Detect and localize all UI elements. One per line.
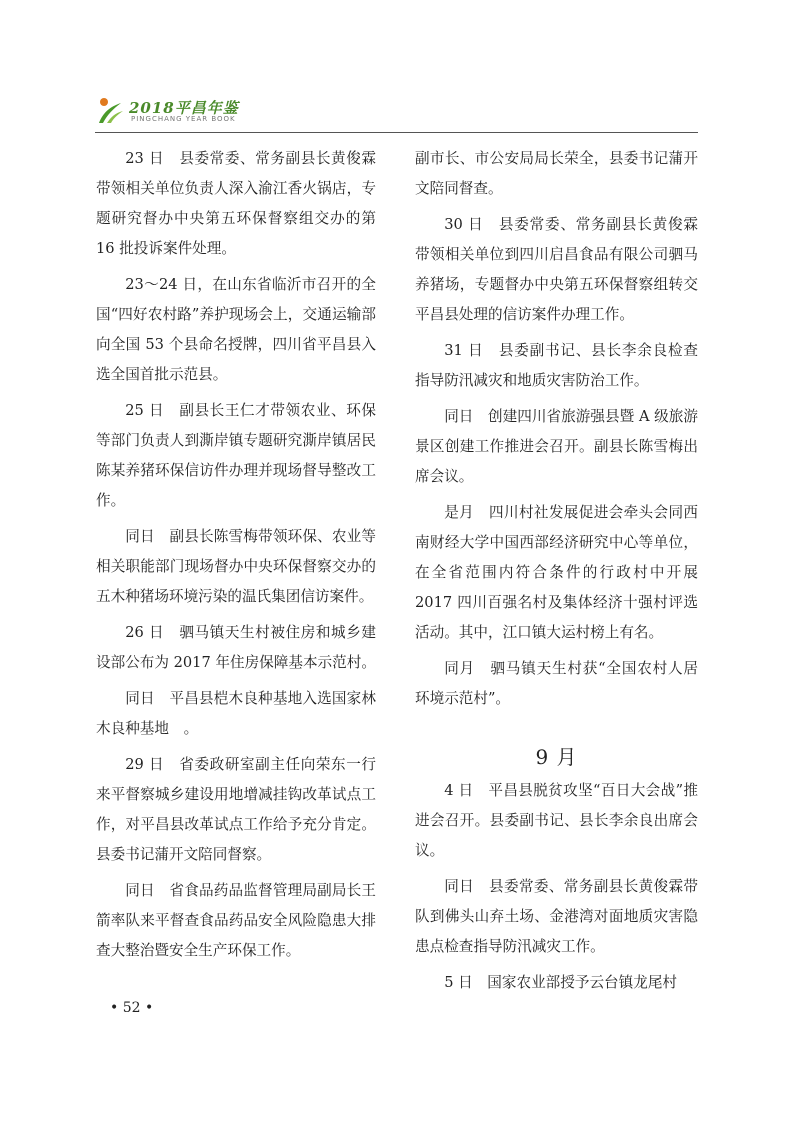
- yearbook-logo-icon: [95, 93, 125, 127]
- yearbook-subtitle: PINGCHANG YEAR BOOK: [131, 115, 236, 123]
- entry-paragraph: 30 日 县委常委、常务副县长黄俊霖带领相关单位到四川启昌食品有限公司驷马养猪场，专题督办中央第五环保督察组转交平昌县处理的信访案件办理工作。: [415, 216, 698, 323]
- header-divider: [95, 132, 698, 133]
- entry-paragraph-continued: 副市长、市公安局局长荣全，县委书记蒲开文陪同督查。: [415, 150, 698, 197]
- right-column: [415, 144, 698, 1004]
- entry-paragraph: 同日 副县长陈雪梅带领环保、农业等相关职能部门现场督办中央环保督察交办的五木种猪场环境污染的温氏集团信访案件。: [96, 528, 376, 605]
- month-heading: 9 月: [535, 745, 578, 769]
- entry-paragraph: 25 日 副县长王仁才带领农业、环保等部门负责人到澌岸镇专题研究澌岸镇居民陈某养猪环保信访件办理并现场督导整改工作。: [96, 402, 376, 509]
- entry-paragraph: 同月 驷马镇天生村获“全国农村人居环境示范村”。: [415, 660, 698, 707]
- entry-paragraph: 23 日 县委常委、常务副县长黄俊霖带领相关单位负责人深入渝江香火锅店，专题研究督办中央第五环保督察组交办的第 16 批投诉案件处理。: [96, 150, 376, 257]
- entry-paragraph: 同日 平昌县桤木良种基地入选国家林木良种基地 。: [96, 690, 376, 737]
- entry-paragraph: 同日 创建四川省旅游强县暨 A 级旅游景区创建工作推进会召开。副县长陈雪梅出席会议。: [415, 408, 698, 485]
- entry-paragraph: 5 日 国家农业部授予云台镇龙尾村: [444, 974, 678, 991]
- entry-paragraph: 29 日 省委政研室副主任向荣东一行来平督察城乡建设用地增减挂钩改革试点工作，对平昌县改革试点工作给予充分肯定。县委书记蒲开文陪同督察。: [96, 756, 376, 863]
- entry-paragraph: 同日 县委常委、常务副县长黄俊霖带队到佛头山弃土场、金港湾对面地质灾害隐患点检查指导防汛减灾工作。: [415, 878, 698, 955]
- entry-paragraph: 23～24 日，在山东省临沂市召开的全国“四好农村路”养护现场会上，交通运输部向全国 53 个县命名授牌，四川省平昌县入选全国首批示范县。: [96, 276, 376, 383]
- page-number: • 52 •: [110, 1000, 154, 1016]
- entry-paragraph: 同日 省食品药品监督管理局副局长王箭率队来平督查食品药品安全风险隐患大排查大整治暨安全生产环保工作。: [96, 882, 376, 959]
- yearbook-title: 2018平昌年鉴: [129, 99, 239, 117]
- entry-paragraph: 26 日 驷马镇天生村被住房和城乡建设部公布为 2017 年住房保障基本示范村。: [96, 624, 376, 671]
- page-header: [95, 93, 698, 133]
- entry-paragraph: 是月 四川村社发展促进会牵头会同西南财经大学中国西部经济研究中心等单位，在全省范围内符合条件的行政村中开展 2017 四川百强名村及集体经济十强村评选活动。其中，江口镇大运村榜上有名。: [415, 504, 698, 641]
- entry-paragraph: 31 日 县委副书记、县长李余良检查指导防汛减灾和地质灾害防治工作。: [415, 342, 698, 389]
- left-column: [96, 144, 376, 972]
- entry-paragraph: 4 日 平昌县脱贫攻坚“百日大会战”推进会召开。县委副书记、县长李余良出席会议。: [415, 782, 698, 859]
